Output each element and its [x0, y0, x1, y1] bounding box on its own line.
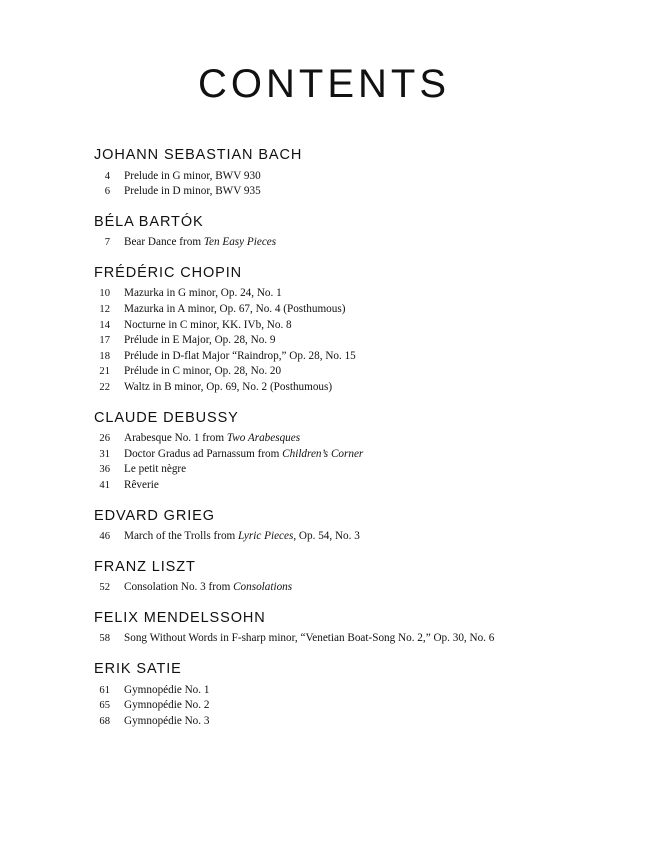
toc-entry[interactable]	[94, 529, 574, 545]
entry-page-number: 26	[99, 433, 110, 445]
composer-name: CLAUDE DEBUSSY	[94, 409, 239, 426]
entry-title: Prélude in C minor, Op. 28, No. 20	[124, 365, 282, 378]
toc-entry[interactable]	[94, 349, 574, 365]
entry-title: Doctor Gradus ad Parnassum from Children’s Corner	[124, 447, 364, 460]
entry-page-number: 6	[104, 186, 110, 198]
entry-title: Mazurka in G minor, Op. 24, No. 1	[124, 287, 282, 300]
work-list	[94, 683, 574, 730]
entry-page-number: 52	[99, 582, 110, 594]
entry-title: Gymnopédie No. 2	[124, 699, 210, 712]
composer-name: FRANZ LISZT	[94, 558, 196, 575]
composer-block	[94, 609, 574, 647]
toc-entry[interactable]	[94, 631, 574, 647]
entry-page-number: 18	[99, 350, 110, 362]
entry-page-number: 46	[99, 531, 110, 543]
composer-block	[94, 213, 574, 251]
composer-name: JOHANN SEBASTIAN BACH	[94, 147, 303, 163]
toc-entry[interactable]	[94, 698, 574, 714]
work-list	[94, 529, 574, 545]
entry-title: Rêverie	[124, 478, 159, 491]
entry-page-number: 7	[104, 237, 110, 249]
entry-title: Consolation No. 3 from Consolations	[124, 581, 293, 594]
toc-entry[interactable]	[94, 235, 574, 251]
entry-title: Arabesque No. 1 from Two Arabesques	[124, 432, 301, 445]
toc-entry[interactable]	[94, 580, 574, 596]
entry-title: Nocturne in C minor, KK. IVb, No. 8	[124, 318, 292, 331]
work-list	[94, 580, 574, 596]
entry-page-number: 21	[99, 366, 110, 378]
entry-title: Song Without Words in F-sharp minor, “Venetian Boat-Song No. 2,” Op. 30, No. 6	[124, 632, 495, 645]
entry-title: Prelude in G minor, BWV 930	[124, 169, 261, 182]
entry-page-number: 68	[99, 715, 110, 727]
entry-page-number: 58	[99, 633, 110, 645]
entry-page-number: 65	[99, 700, 110, 712]
entry-title: Le petit nègre	[124, 463, 187, 476]
toc-entry[interactable]	[94, 462, 574, 478]
work-list	[94, 235, 574, 251]
composer-name: ERIK SATIE	[94, 661, 182, 678]
page-title: CONTENTS	[198, 62, 450, 106]
toc-entry[interactable]	[94, 478, 574, 494]
entry-page-number: 4	[104, 170, 110, 182]
entry-page-number: 14	[99, 319, 110, 331]
entry-page-number: 10	[99, 288, 110, 300]
composer-block	[94, 409, 574, 494]
entry-page-number: 61	[99, 684, 110, 696]
entry-title: Gymnopédie No. 1	[124, 683, 210, 696]
entry-title: March of the Trolls from Lyric Pieces, Op. 54, No. 3	[124, 530, 360, 543]
table-of-contents	[94, 146, 574, 742]
composer-name: EDVARD GRIEG	[94, 507, 215, 524]
work-list	[94, 631, 574, 647]
toc-entry[interactable]	[94, 380, 574, 396]
toc-entry[interactable]	[94, 286, 574, 302]
toc-entry[interactable]	[94, 683, 574, 699]
work-list	[94, 169, 574, 200]
composer-name: FRÉDÉRIC CHOPIN	[94, 264, 243, 281]
entry-title: Prélude in D-flat Major “Raindrop,” Op. 28, No. 15	[124, 349, 356, 362]
entry-page-number: 36	[99, 464, 110, 476]
toc-entry[interactable]	[94, 447, 574, 463]
toc-entry[interactable]	[94, 169, 574, 185]
entry-page-number: 31	[99, 448, 110, 460]
toc-entry[interactable]	[94, 714, 574, 730]
composer-block	[94, 507, 574, 545]
work-list	[94, 431, 574, 493]
entry-page-number: 17	[99, 335, 110, 347]
entry-title: Prelude in D minor, BWV 935	[124, 185, 261, 198]
toc-entry[interactable]	[94, 184, 574, 200]
toc-entry[interactable]	[94, 333, 574, 349]
composer-block	[94, 264, 574, 396]
composer-name: BÉLA BARTÓK	[94, 213, 204, 230]
entry-page-number: 41	[99, 479, 110, 491]
entry-title: Bear Dance from Ten Easy Pieces	[124, 236, 277, 249]
toc-entry[interactable]	[94, 318, 574, 334]
entry-page-number: 12	[99, 304, 110, 316]
entry-title: Gymnopédie No. 3	[124, 714, 210, 727]
composer-name: FELIX MENDELSSOHN	[94, 609, 266, 626]
entry-title: Mazurka in A minor, Op. 67, No. 4 (Posthumous)	[124, 303, 346, 316]
toc-entry[interactable]	[94, 364, 574, 380]
entry-page-number: 22	[99, 382, 110, 394]
entry-title: Waltz in B minor, Op. 69, No. 2 (Posthumous)	[124, 381, 333, 394]
toc-entry[interactable]	[94, 302, 574, 318]
entry-title: Prélude in E Major, Op. 28, No. 9	[124, 334, 276, 347]
toc-entry[interactable]	[94, 431, 574, 447]
composer-block	[94, 660, 574, 729]
work-list	[94, 286, 574, 395]
composer-block	[94, 558, 574, 596]
composer-block	[94, 146, 574, 200]
